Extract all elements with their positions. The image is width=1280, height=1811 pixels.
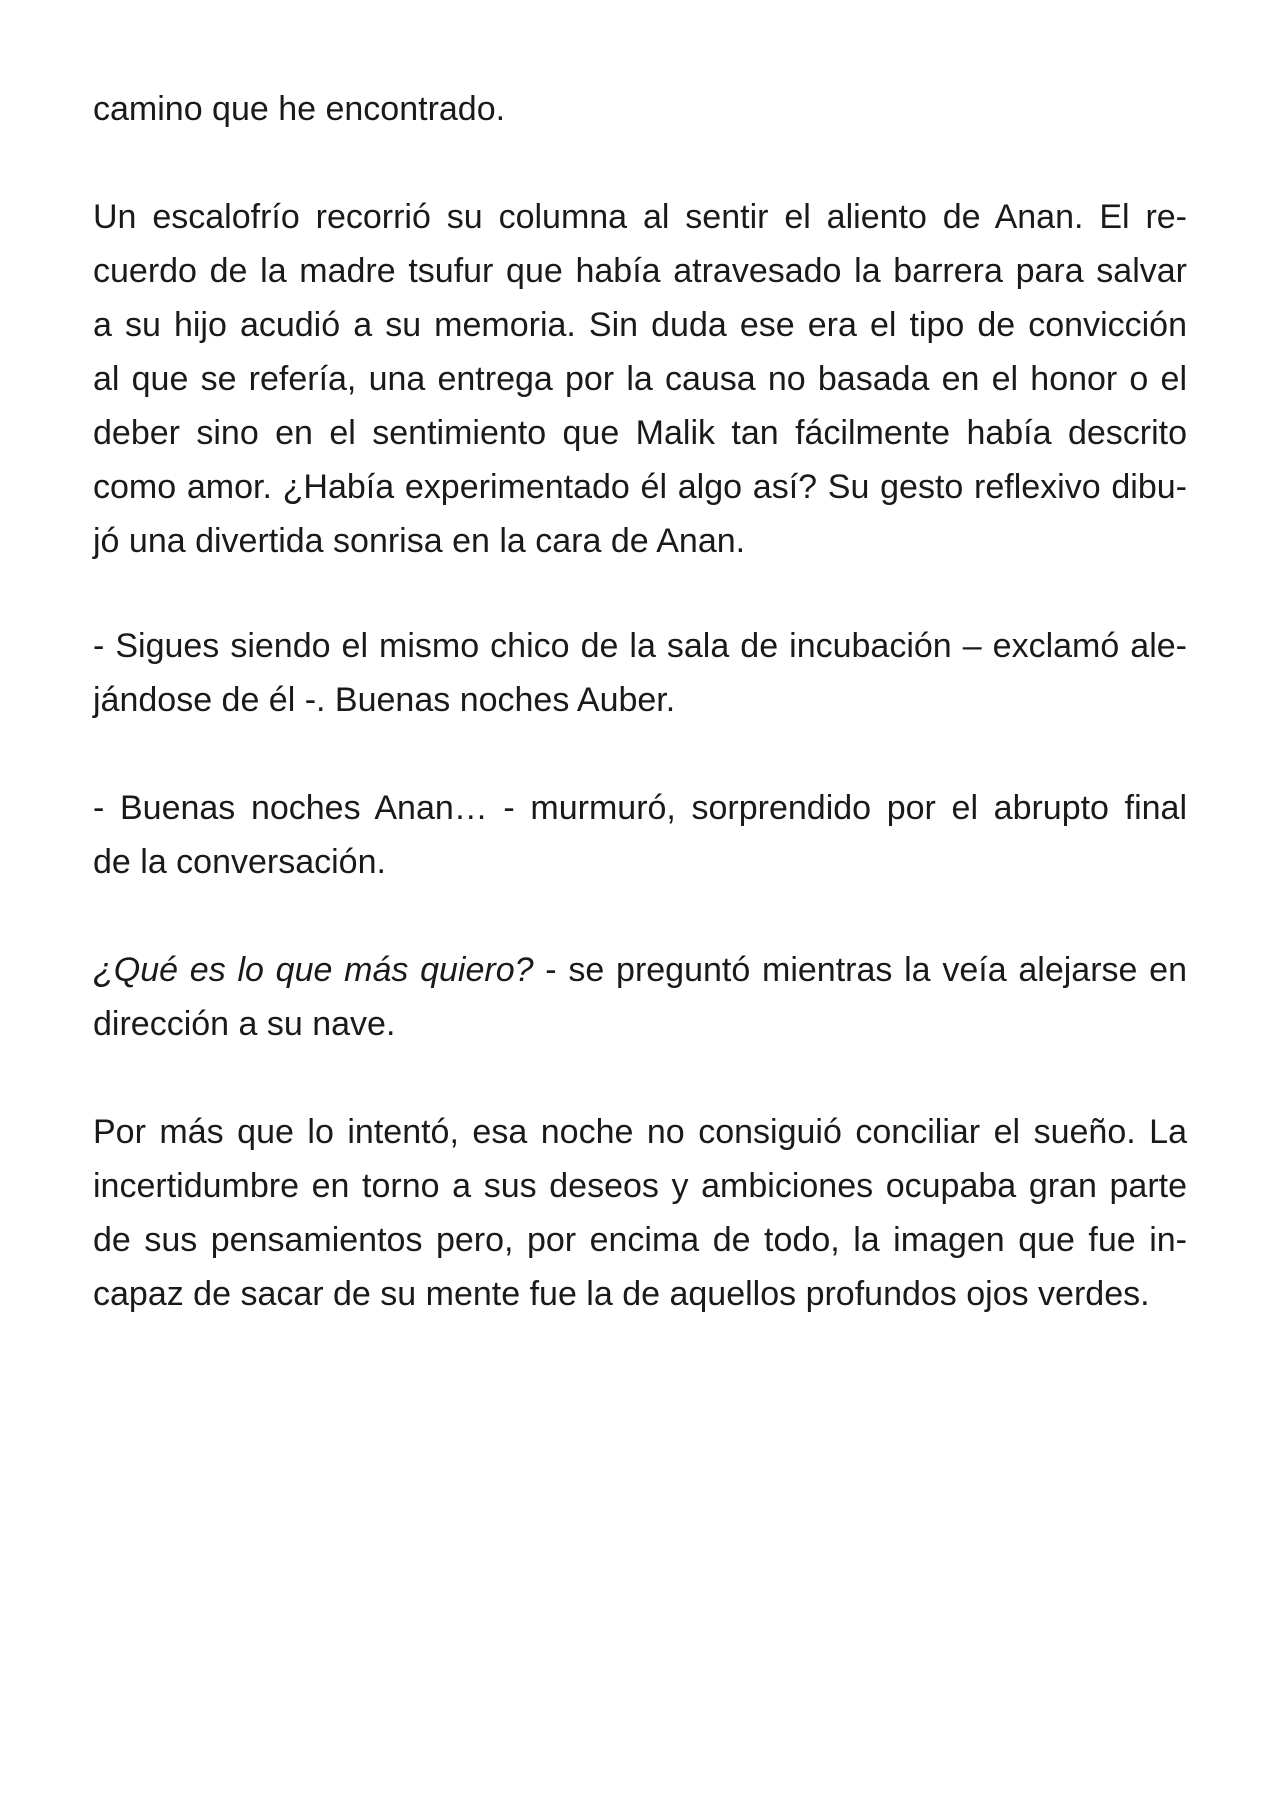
text-fragment: - se preguntó mientras la veía alejarse en [533,951,1187,989]
text-line: Un escalofrío recorrió su columna al sentir el aliento de Anan. El re- [93,198,1187,236]
text-line: - Sigues siendo el mismo chico de la sala de incubación – exclamó ale- [93,627,1187,665]
paragraph [93,781,1187,889]
text-line: Por más que lo intentó, esa noche no consiguió conciliar el sueño. La [93,1113,1187,1151]
text-line: - Buenas noches Anan… - murmuró, sorprendido por el abrupto final [93,789,1187,827]
italic-thought: ¿Qué es lo que más quiero? [93,951,534,989]
paragraph [93,82,1187,136]
text-line: al que se refería, una entrega por la causa no basada en el honor o el [93,360,1187,398]
paragraph [93,619,1187,727]
text-line: jó una divertida sonrisa en la cara de Anan. [93,522,746,560]
text-line: camino que he encontrado. [93,90,506,128]
text-line: dirección a su nave. [93,1005,396,1043]
text-line: de la conversación. [93,843,386,881]
paragraph [93,190,1187,568]
text-line: incertidumbre en torno a sus deseos y ambiciones ocupaba gran parte [93,1167,1187,1205]
text-line: a su hijo acudió a su memoria. Sin duda ese era el tipo de convicción [93,306,1187,344]
text-line: como amor. ¿Había experimentado él algo así? Su gesto reflexivo dibu- [93,468,1187,506]
text-line: de sus pensamientos pero, por encima de todo, la imagen que fue in- [93,1221,1187,1259]
document-page [93,0,1187,1811]
paragraph [93,1105,1187,1321]
text-line: jándose de él -. Buenas noches Auber. [93,681,676,719]
text-line: capaz de sacar de su mente fue la de aquellos profundos ojos verdes. [93,1275,1150,1313]
text-line: cuerdo de la madre tsufur que había atravesado la barrera para salvar [93,252,1187,290]
paragraph [93,943,1187,1051]
text-line [93,943,1187,997]
text-line: deber sino en el sentimiento que Malik tan fácilmente había descrito [93,414,1187,452]
